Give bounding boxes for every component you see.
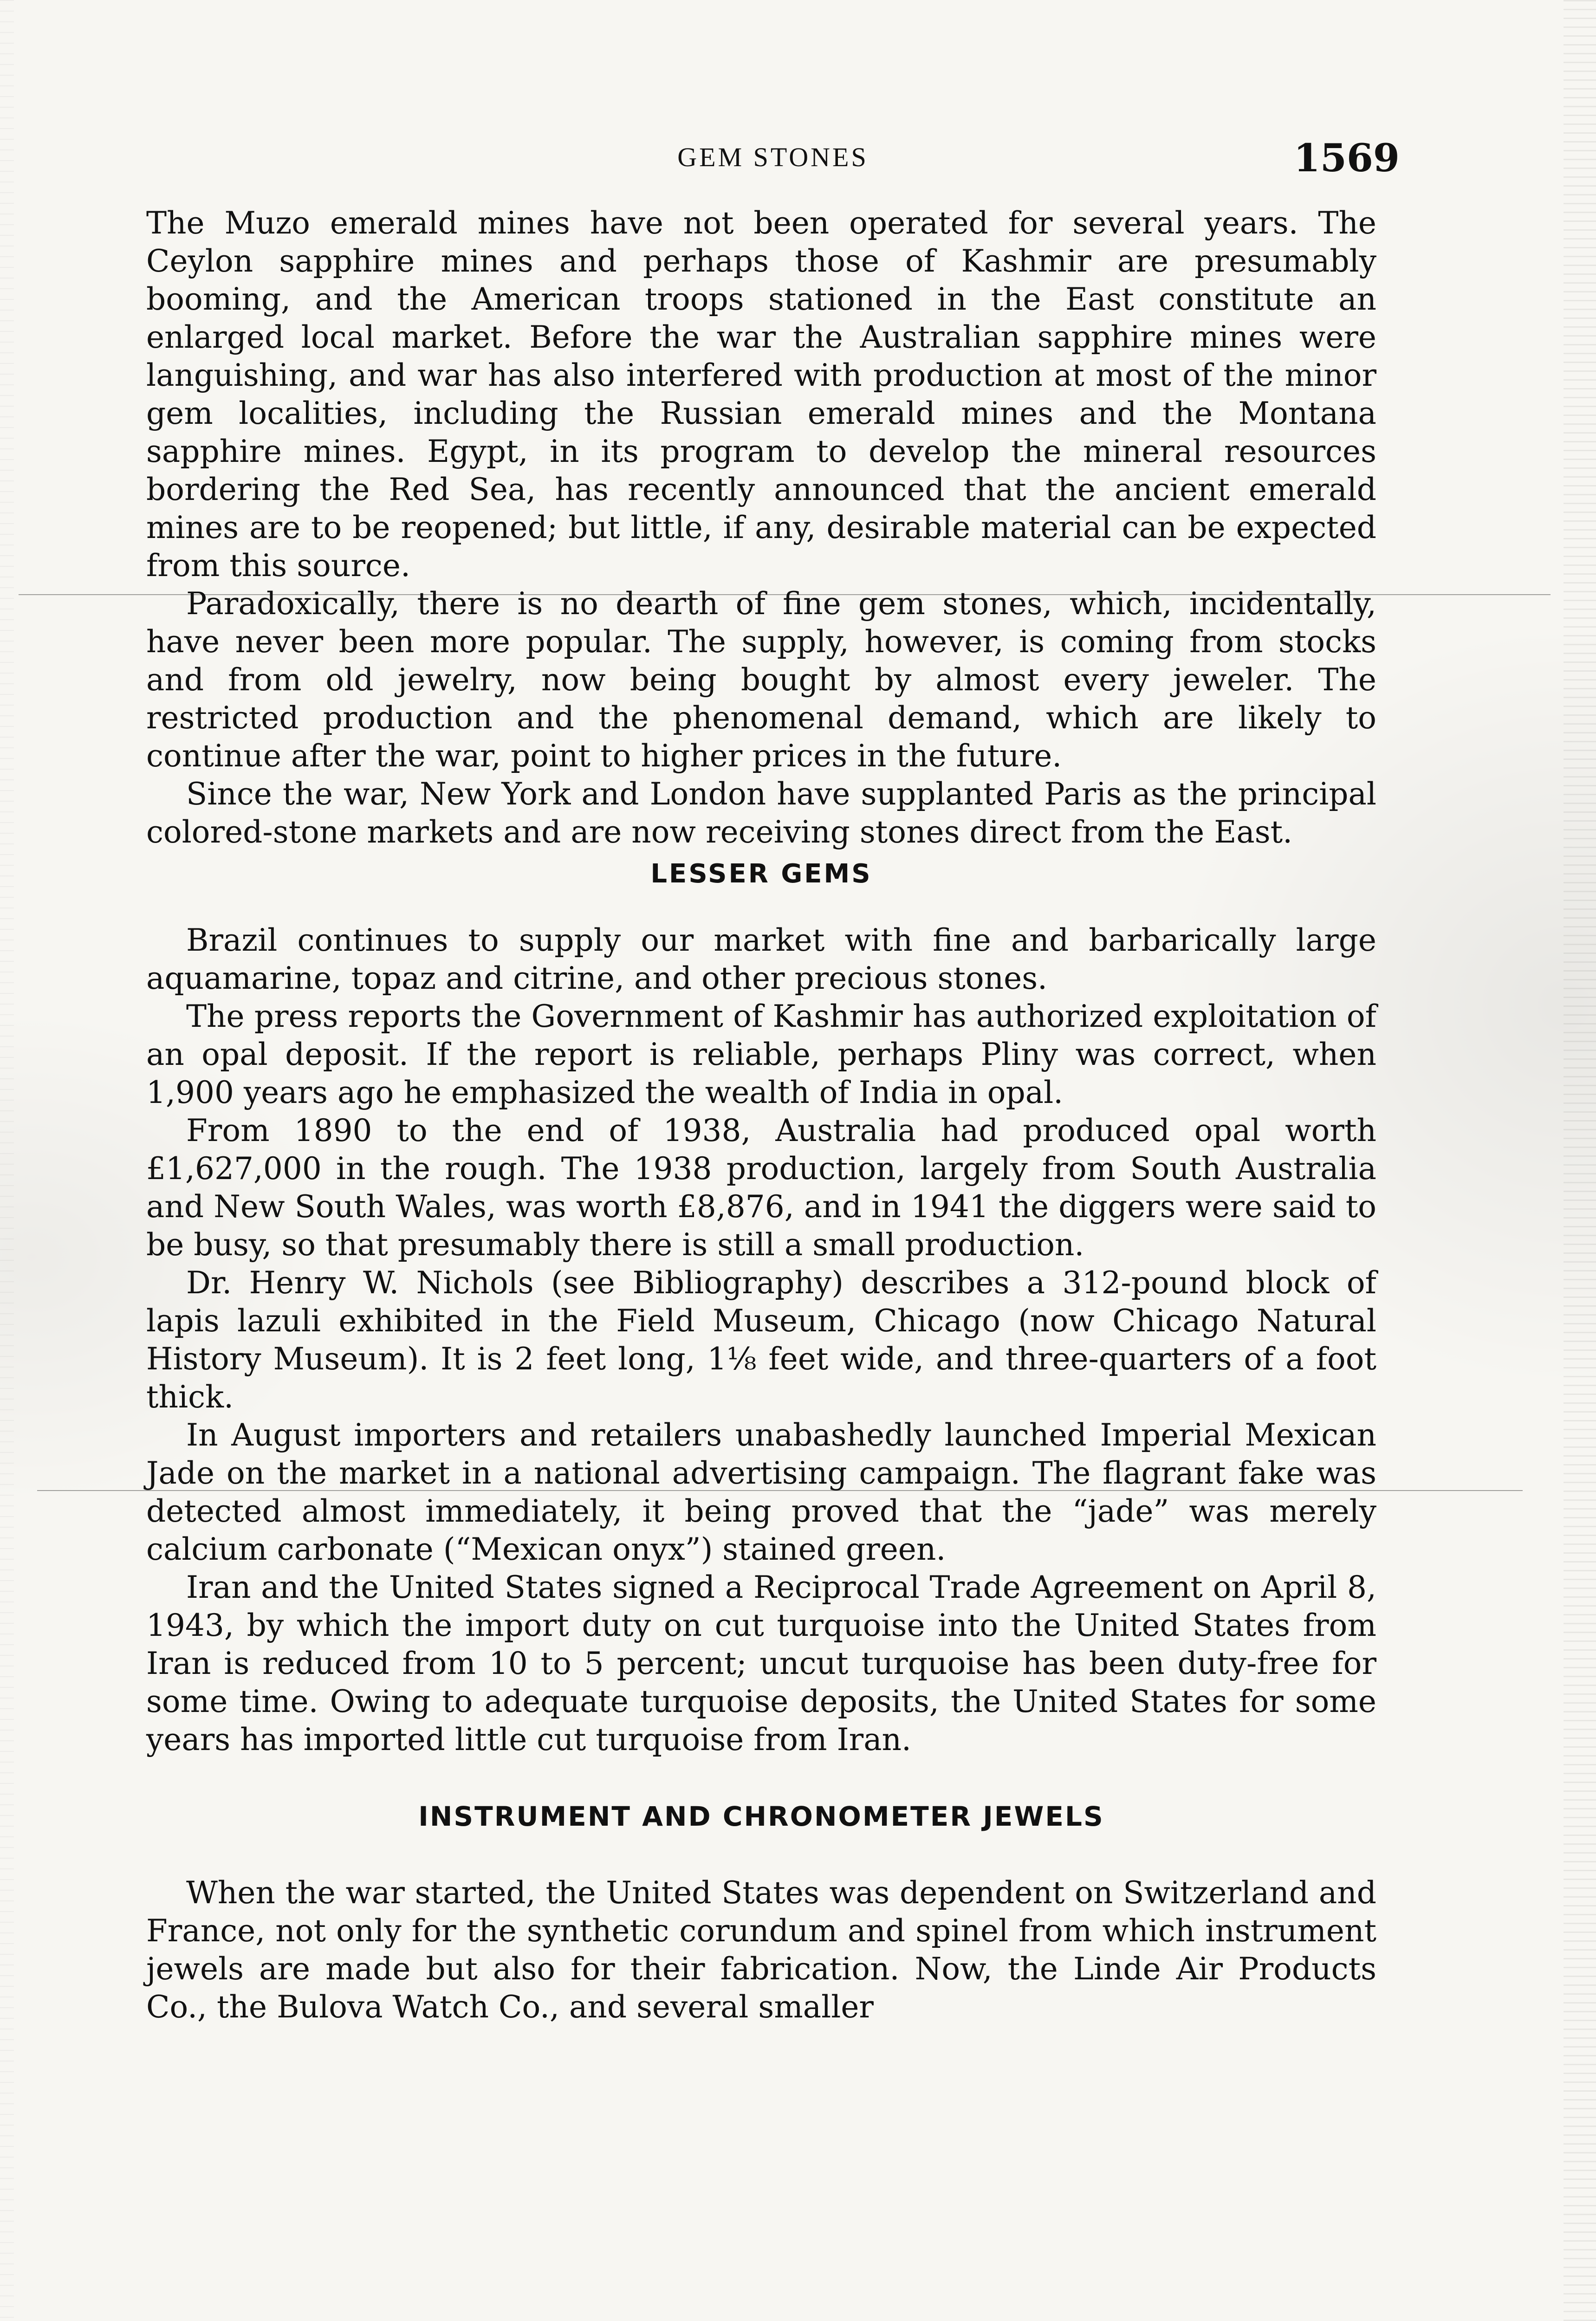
paragraph: When the war started, the United States was dependent on Switzerland and France, not only for the synthetic corundum and spinel from which instrument jewels are made but also for their fabrication. Now, the Linde Air Products Co., the Bulova Watch Co., and several smaller: [146, 1875, 1376, 2025]
paragraph: In August importers and retailers unabashedly launched Imperial Mexican Jade on the market in a national advertising campaign. The flagrant fake was detected almost immediately, it being proved that the “jade” was merely calcium carbonate (“Mexican onyx”) stained green.: [146, 1417, 1376, 1567]
paragraph: Brazil continues to supply our market with fine and barbarically large aquamarine, topaz and citrine, and other precious stones.: [146, 922, 1376, 996]
section-heading-instrument-jewels: INSTRUMENT AND CHRONOMETER JEWELS: [418, 1801, 1104, 1832]
page-number: 1569: [1293, 136, 1400, 181]
paragraph: Iran and the United States signed a Reciprocal Trade Agreement on April 8, 1943, by which the import duty on cut turquoise into the United States from Iran is reduced from 10 to 5 percent; uncut turquoise has been duty-free for some time. Owing to adequate turquoise deposits, the United States for some years has imported little cut turquoise from Iran.: [146, 1569, 1376, 1757]
paragraph: Paradoxically, there is no dearth of fine gem stones, which, incidentally, have never been more popular. The supply, however, is coming from stocks and from old jewelry, now being bought by almost every jeweler. The restricted production and the phenomenal demand, which are likely to continue after the war, point to higher prices in the future.: [146, 586, 1376, 774]
body-text: [146, 204, 1376, 2026]
page-edge-right: [1564, 0, 1596, 2321]
paragraph: Since the war, New York and London have supplanted Paris as the principal colored-stone markets and are now receiving stones direct from the East.: [146, 776, 1376, 850]
paragraph: From 1890 to the end of 1938, Australia had produced opal worth £1,627,000 in the rough. The 1938 production, largely from South Australia and New South Wales, was worth £8,876, and in 1941 the diggers were said to be busy, so that presumably there is still a small production.: [146, 1113, 1376, 1263]
paragraph: The Muzo emerald mines have not been operated for several years. The Ceylon sapphire mines and perhaps those of Kashmir are presumably booming, and the American troops stationed in the East constitute an enlarged local market. Before the war the Australian sapphire mines were languishing, and war has also interfered with production at most of the minor gem localities, including the Russian emerald mines and the Montana sapphire mines. Egypt, in its program to develop the mineral resources bordering the Red Sea, has recently announced that the ancient emerald mines are to be reopened; but little, if any, desirable material can be expected from this source.: [146, 205, 1376, 583]
section-heading-lesser-gems: LESSER GEMS: [650, 859, 872, 889]
page-header: [146, 136, 1400, 183]
running-head: GEM STONES: [677, 142, 869, 172]
page-edge-left: [0, 0, 14, 2321]
paragraph: Dr. Henry W. Nichols (see Bibliography) describes a 312-pound block of lapis lazuli exhibited in the Field Museum, Chicago (now Chicago Natural History Museum). It is 2 feet long, 1⅛ feet wide, and three-quarters of a foot thick.: [146, 1265, 1376, 1415]
paragraph: The press reports the Government of Kashmir has authorized exploitation of an opal deposit. If the report is reliable, perhaps Pliny was correct, when 1,900 years ago he emphasized the wealth of India in opal.: [146, 998, 1376, 1110]
